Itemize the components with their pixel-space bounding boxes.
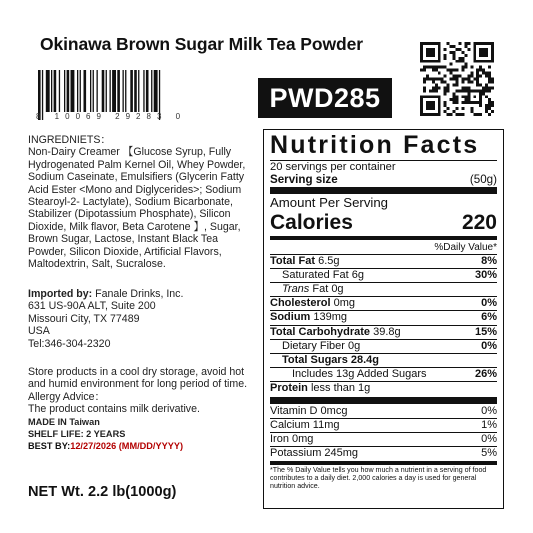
saturated-fat-row [270,269,497,282]
importer-section [28,288,250,350]
dietary-fiber-dv: 0% [481,339,497,352]
daily-value-header: %Daily Value* [434,241,497,253]
vitamin-d-dv: 0% [481,404,497,417]
total-carbohydrate-row [270,326,497,339]
calcium-row [270,419,497,432]
importer-address-line1: 631 US-90A ALT, Suite 200 [28,300,156,313]
protein-row [270,382,497,395]
protein-label: Protein [270,382,308,395]
saturated-fat-dv: 30% [474,268,497,281]
added-sugars-dv: 26% [474,368,497,381]
sodium-dv: 6% [481,311,497,324]
iron-row [270,433,497,446]
added-sugars-label: Includes 13g Added Sugars [292,368,427,381]
calories-value: 220 [461,211,497,234]
product-code-badge: PWD285 [258,78,392,118]
sodium-amount: 139mg [310,311,348,324]
sodium-label: Sodium [270,311,311,324]
qr-code-image [420,42,494,116]
ingredients-text: Non-Dairy Creamer 【Glucose Syrup, Fully Hydrogenated Palm Kernel Oil, Whey Powder, Sodium Caseinate, Emulsifiers (Glycerin Fatty Acid Ester <Mono and Diglycerides>; Sodium Stearoyl-2- Lactylate), Sodium Bicarbonate, Stabilizer (Dipotassium Phosphate), Silicon Dioxide, Milk flavor, Beta Carotene 】, Sugar, Brown Sugar, Lactose, Instant Black Tea Powder, Silicon Dioxide, Artificial Flavors, Maltodextrin, Salt, Sucralose. [28,146,246,271]
importer-phone: Tel:346-304-2320 [28,337,111,350]
divider-thick [270,187,497,194]
total-fat-dv: 8% [481,254,497,267]
serving-size-row [270,173,497,186]
total-fat-label: Total Fat [270,254,316,267]
total-fat-amount: 6.5g [315,254,340,267]
importer-label: Imported by: [28,288,93,300]
dietary-fiber-label: Dietary Fiber 0g [282,339,361,352]
trans-fat-row [270,283,497,296]
made-in-label: MADE IN Taiwan [28,416,100,427]
sodium-row [270,311,497,324]
total-sugars-row [270,354,497,367]
iron-dv: 0% [481,432,497,445]
storage-section [28,366,250,453]
trans-fat-label: Fat 0g [309,282,344,295]
divider-medium [270,236,497,240]
best-by-date: 12/27/2026 (MM/DD/YYYY) [70,441,184,452]
divider-thick [270,397,497,404]
total-sugars-label: Total Sugars 28.4g [282,353,379,366]
dietary-fiber-row [270,340,497,353]
shelf-life-label: SHELF LIFE: 2 YEARS [28,429,126,440]
ingredients-section [28,134,250,270]
total-carbohydrate-label: Total Carbohydrate [270,325,371,338]
divider-medium [270,461,497,465]
serving-size-value: (50g) [469,173,497,186]
allergy-label: Allergy Advice： [28,390,106,403]
protein-amount: less than 1g [307,382,371,395]
added-sugars-row [270,368,497,381]
net-weight: NET Wt. 2.2 lb(1000g) [28,484,177,500]
calcium-label: Calcium 11mg [270,418,340,431]
cholesterol-amount: 0mg [330,297,355,310]
daily-value-footnote: *The % Daily Value tells you how much a nutrient in a serving of food contributes to a daily diet. 2,000 calories a day is used for general nutrition advice. [270,465,487,491]
potassium-row [270,447,497,460]
potassium-dv: 5% [481,447,497,460]
storage-text: Store products in a cool dry storage, avoid hot and humid environment for long period of time. [28,366,248,391]
total-fat-row [270,255,497,268]
ingredients-heading: INGREDNIETS： [28,134,111,146]
calcium-dv: 1% [481,418,497,431]
saturated-fat-label: Saturated Fat 6g [282,268,364,281]
vitamin-d-label: Vitamin D 0mcg [270,404,348,417]
importer-address-line2: Missouri City, TX 77489 [28,312,140,325]
cholesterol-dv: 0% [481,297,497,310]
barcode-number: 8 10069 29283 0 [36,112,187,121]
allergy-text: The product contains milk derivative. [28,403,200,416]
nutrition-facts-title: Nutrition Facts [270,131,480,159]
servings-per-container: 20 servings per container [270,161,396,173]
importer-country: USA [28,325,50,338]
serving-size-label: Serving size [270,173,338,186]
best-by-line [28,440,250,452]
calories-label: Calories [270,211,353,234]
trans-fat-label-italic: Trans [282,282,310,295]
importer-name: Fanale Drinks, Inc. [92,288,184,300]
vitamin-d-row [270,405,497,418]
best-by-label: BEST BY: [28,441,71,452]
amount-per-serving: Amount Per Serving [270,195,389,210]
potassium-label: Potassium 245mg [270,447,359,460]
iron-label: Iron 0mg [270,432,314,445]
calories-row [270,211,497,235]
product-title: Okinawa Brown Sugar Milk Tea Powder [40,34,363,54]
cholesterol-label: Cholesterol [270,297,331,310]
total-carbohydrate-amount: 39.8g [370,325,401,338]
total-carbohydrate-dv: 15% [474,325,497,338]
cholesterol-row [270,297,497,310]
nutrition-facts-panel [263,129,504,509]
